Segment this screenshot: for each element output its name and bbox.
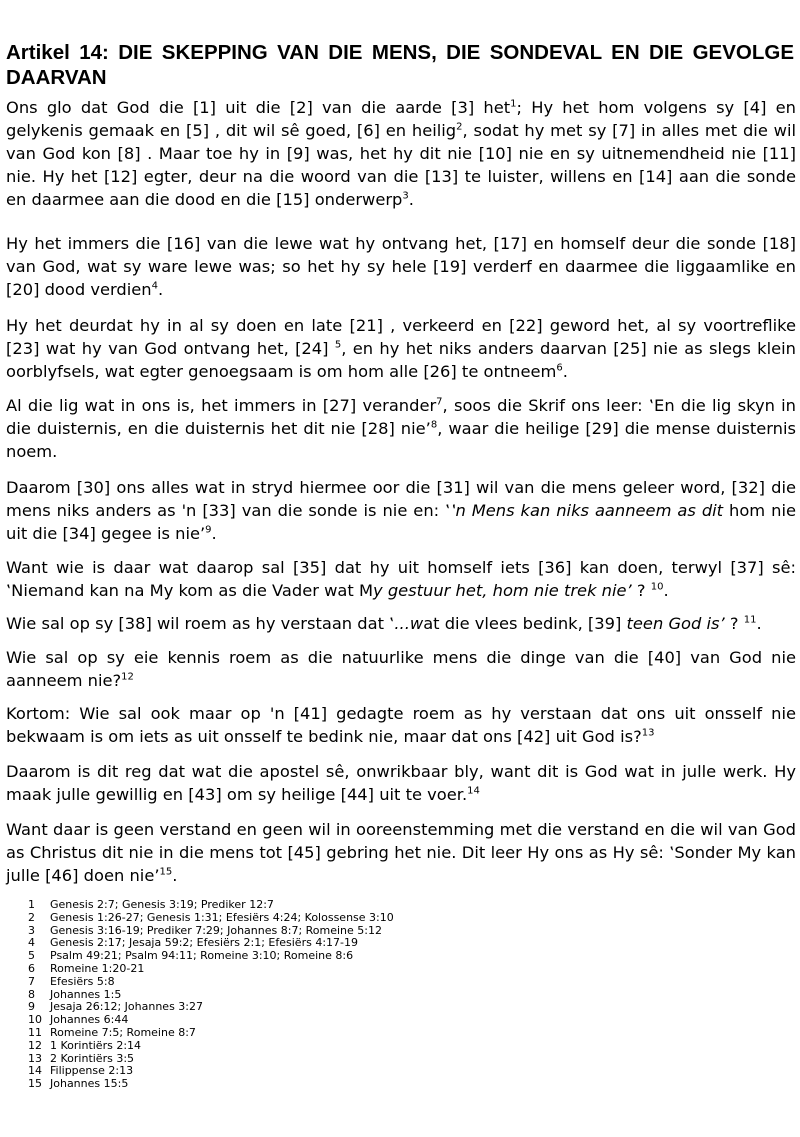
footnote-number: 11 (28, 1025, 42, 1039)
footnote-item (28, 1078, 394, 1091)
footnote-number: 2 (28, 910, 35, 924)
footnote-item (28, 976, 394, 989)
footnote-item (28, 912, 394, 925)
paragraph-11: Want daar is geen verstand en geen wil in ooreenstemming met die verstand en die wil van God as Christus dit nie in die mens tot [45] gebring het nie. Dit leer Hy ons as Hy sê: ‛Sonder My kan julle [46] doen nie’$^{15}$. (6, 820, 796, 885)
footnote-text: Johannes 1:5 (50, 987, 122, 1001)
footnote-text: 2 Korintiërs 3:5 (50, 1051, 135, 1065)
footnote-text: Genesis 2:17; Jesaja 59:2; Efesiërs 2:1; Efesiërs 4:17-19 (50, 936, 358, 950)
footnote-text: Romeine 1:20-21 (50, 961, 145, 975)
footnote-text: Filippense 2:13 (50, 1064, 134, 1078)
footnote-ref: 9 (205, 524, 212, 536)
footnote-ref: 15 (159, 866, 173, 878)
paragraph-1: Ons glo dat God die [1] uit die [2] van die aarde [3] het$^1$; Hy het hom volgens sy [4] en gelykenis gemaak en [5] , dit wil sê goed, [6] en heilig$^2$, sodat hy met sy [7] in alles met die wil van God kon [8] . Maar toe hy in [9] was, het hy dit nie [10] nie en sy uitnemendheid nie [11] nie. Hy het [12] egter, deur na die woord van die [13] te luister, willens en [14] aan die sonde en daarmee aan die dood en die [15] onderwerp$^3$. (6, 98, 796, 209)
footnote-ref: 8 (430, 419, 438, 431)
footnote-item (28, 899, 394, 912)
paragraph-6: Want wie is daar wat daarop sal [35] dat hy uit homself iets [36] kan doen, terwyl [37] sê: ‛Niemand kan na My kom as die Vader wat My gestuur het, hom nie trek nie’ ? $^{10}$. (6, 558, 796, 600)
footnote-ref: 10 (650, 581, 664, 593)
paragraph-9: Kortom: Wie sal ook maar op 'n [41] gedagte roem as hy verstaan dat ons uit onsself nie bekwaam is om iets as uit onsself te bedink nie, maar dat ons [42] uit God is?$^{13}$ (6, 704, 796, 746)
paragraph-2: Hy het immers die [16] van die lewe wat hy ontvang het, [17] en homself deur die sonde [18] van God, wat sy ware lewe was; so het hy sy hele [19] verderf en daarmee die liggaamlike en [20] dood verdien$^4$. (6, 234, 796, 299)
footnote-ref: 1 (510, 98, 517, 110)
article-title: Artikel 14: DIE SKEPPING VAN DIE MENS, DIE SONDEVAL EN DIE GEVOLGE DAARVAN (6, 41, 794, 89)
footnote-ref: 6 (556, 362, 563, 374)
footnote-text: Jesaja 26:12; Johannes 3:27 (50, 1000, 204, 1014)
footnote-ref: 7 (436, 396, 443, 408)
footnote-text: 1 Korintiërs 2:14 (50, 1038, 142, 1052)
paragraph-8: Wie sal op sy eie kennis roem as die natuurlike mens die dinge van die [40] van God nie aanneem nie?$^{12}$ (6, 648, 796, 690)
footnote-text: Romeine 7:5; Romeine 8:7 (50, 1025, 196, 1039)
footnote-ref: 3 (402, 190, 409, 202)
footnote-ref: 5 (334, 339, 342, 351)
footnote-ref: 2 (456, 121, 463, 133)
paragraph-4: Al die lig wat in ons is, het immers in [27] verander$^7$, soos die Skrif ons leer: ‛En die lig skyn in die duisternis, en die duisternis het dit nie [28] nie’$^8$, waar die heilige [29] die mense duisternis noem. (6, 396, 797, 461)
footnote-number: 3 (28, 923, 35, 937)
footnote-number: 10 (28, 1013, 42, 1027)
footnote-item (28, 963, 394, 976)
paragraph-3: Hy het deurdat hy in al sy doen en late [21] , verkeerd en [22] geword het, al sy voortreflike [23] wat hy van God ontvang het, [24] $^5$, en hy het niks anders daarvan [25] nie as slegs klein oorblyfsels, wat egter genoegsaam is om hom alle [26] te ontneem$^6$. (6, 316, 796, 381)
footnote-ref: 14 (467, 785, 480, 797)
paragraph-10: Daarom is dit reg dat wat die apostel sê, onwrikbaar bly, want dit is God wat in julle werk. Hy maak julle gewillig en [43] om sy heilige [44] uit te voer.$^{14}$ (6, 762, 796, 804)
footnote-item (28, 1027, 394, 1040)
footnote-number: 1 (28, 898, 35, 911)
footnote-text: Efesiërs 5:8 (50, 974, 115, 988)
footnote-number: 9 (28, 1000, 35, 1014)
footnote-text: Johannes 6:44 (50, 1013, 129, 1027)
footnote-ref: 11 (743, 614, 757, 626)
footnote-number: 15 (28, 1077, 42, 1091)
footnote-ref: 13 (641, 727, 655, 739)
footnote-text: Genesis 3:16-19; Prediker 7:29; Johannes 8:7; Romeine 5:12 (50, 923, 382, 937)
footnote-number: 14 (28, 1064, 42, 1078)
footnote-ref: 12 (121, 671, 134, 683)
footnote-number: 7 (28, 974, 35, 988)
footnote-number: 12 (28, 1038, 42, 1052)
footnote-number: 8 (28, 987, 35, 1001)
footnote-text: Psalm 49:21; Psalm 94:11; Romeine 3:10; Romeine 8:6 (50, 949, 354, 963)
footnote-number: 6 (28, 961, 35, 975)
footnote-list (28, 899, 394, 1091)
footnote-item (28, 1040, 394, 1053)
paragraph-7: Wie sal op sy [38] wil roem as hy verstaan dat ‛...wat die vlees bedink, [39] teen God is’ ? $^{11}$. (6, 614, 762, 633)
footnote-text: Genesis 2:7; Genesis 3:19; Prediker 12:7 (50, 898, 274, 911)
footnote-text: Johannes 15:5 (50, 1077, 129, 1091)
paragraph-5: Daarom [30] ons alles wat in stryd hiermee oor die [31] wil van die mens geleer word, [32] die mens niks anders as 'n [33] van die sonde is nie en: ‛‛n Mens kan niks aanneem as dit hom nie uit die [34] gegee is nie’$^9$. (6, 478, 796, 543)
footnote-ref: 4 (151, 280, 158, 292)
footnote-number: 5 (28, 949, 35, 963)
footnote-number: 13 (28, 1051, 42, 1065)
footnote-number: 4 (28, 936, 35, 950)
footnote-text: Genesis 1:26-27; Genesis 1:31; Efesiërs 4:24; Kolossense 3:10 (50, 910, 394, 924)
